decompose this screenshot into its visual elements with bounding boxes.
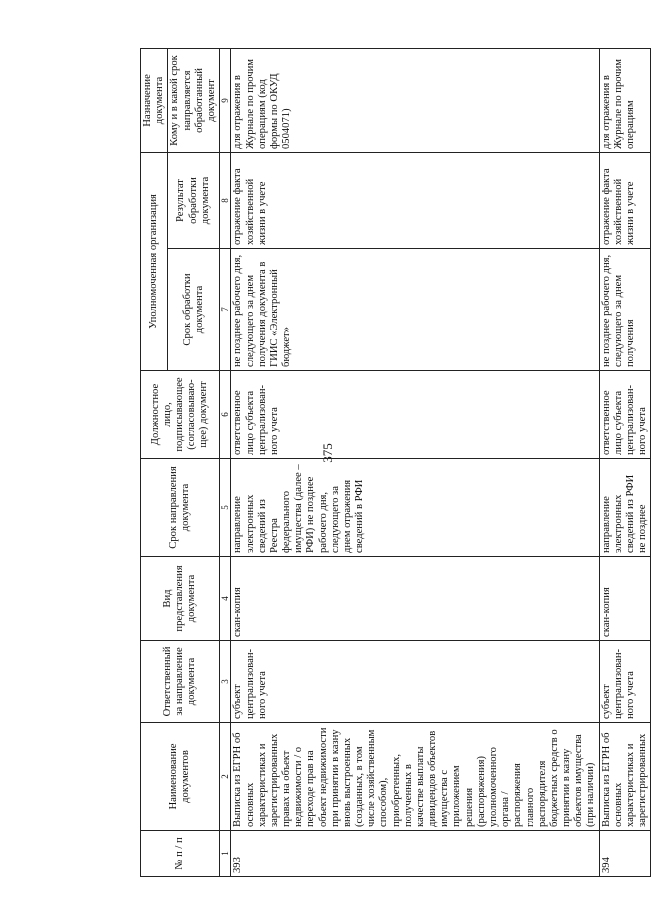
row-type: скан-копия [231,557,599,641]
row-result: отражение факта хозяйственной жизни в учете [231,153,599,249]
row-responsible: субъект централизован-ного учета [231,641,599,723]
header-proc-term: Срок обработки документа [168,249,220,371]
row-result: отражение факта хозяйственной жизни в учете [599,153,651,249]
col-number: 1 [220,831,231,877]
col-number: 4 [220,557,231,641]
row-dest: для отражения в Журнале по прочим операциям [599,49,651,153]
row-official: ответственное лицо субъекта централизован-ного учета [231,371,599,459]
row-responsible: субъект централизован-ного учета [599,641,651,723]
table-row [231,49,599,877]
header-row-1 [141,49,168,877]
row-official: ответственное лицо субъекта централизован-ного учета [599,371,651,459]
header-dest: Кому и в какой срок направляется обработанный документ [168,49,220,153]
row-dest: для отражения в Журнале по прочим операциям (код формы по ОКУД 0504071) [231,49,599,153]
row-term: направление электронных сведений из Реестра федерального имущества (далее – РФИ) не позднее рабочего дня, следующего за днем отражения сведений в РФИ [231,459,599,557]
header-dest-group: Назначение документа [141,49,168,153]
document-table-rotated [140,49,649,877]
row-term: направление электронных сведений из РФИ не позднее [599,459,651,557]
table-row [599,49,651,877]
row-num: 393 [231,831,599,877]
header-num: № п / п [141,831,220,877]
header-responsible: Ответственный за направление документа [141,641,220,723]
header-term: Срок направления документа [141,459,220,557]
header-org-group: Уполномоченная организация [141,153,168,371]
row-name: Выписка из ЕГРН об основных характеристиках и зарегистрированных правах на объект недвижимости / о переходе прав на объект недвижимости при принятии в казну вновь выстроенных (созданных, в том числе хозяйственным способом), приобретенных, полученных в качестве выплаты дивидендов объектов имущества с приложением решения (распоряжения) уполномоченного органа / распоряжения главного распорядителя бюджетных средств о принятии в казну объектов имущества (при наличии) [231,723,599,831]
header-name: Наименование документов [141,723,220,831]
row-proc-term: не позднее рабочего дня, следующего за днем получения [599,249,651,371]
row-num: 394 [599,831,651,877]
col-number: 5 [220,459,231,557]
page-number: 375 [320,443,335,463]
row-type: скан-копия [599,557,651,641]
row-proc-term: не позднее рабочего дня, следующего за днем получения документа в ГИИС «Электронный бюджет» [231,249,599,371]
header-result: Результат обработки документа [168,153,220,249]
document-table [140,48,651,877]
column-number-row [220,49,231,877]
col-number: 3 [220,641,231,723]
col-number: 2 [220,723,231,831]
col-number: 6 [220,371,231,459]
header-official: Должностное лицо, подписывающее (согласовываю-щее) документ [141,371,220,459]
col-number: 7 [220,249,231,371]
header-type: Вид представления документа [141,557,220,641]
row-name: Выписка из ЕГРН об основных характеристиках и зарегистрированных [599,723,651,831]
col-number: 9 [220,49,231,153]
col-number: 8 [220,153,231,249]
